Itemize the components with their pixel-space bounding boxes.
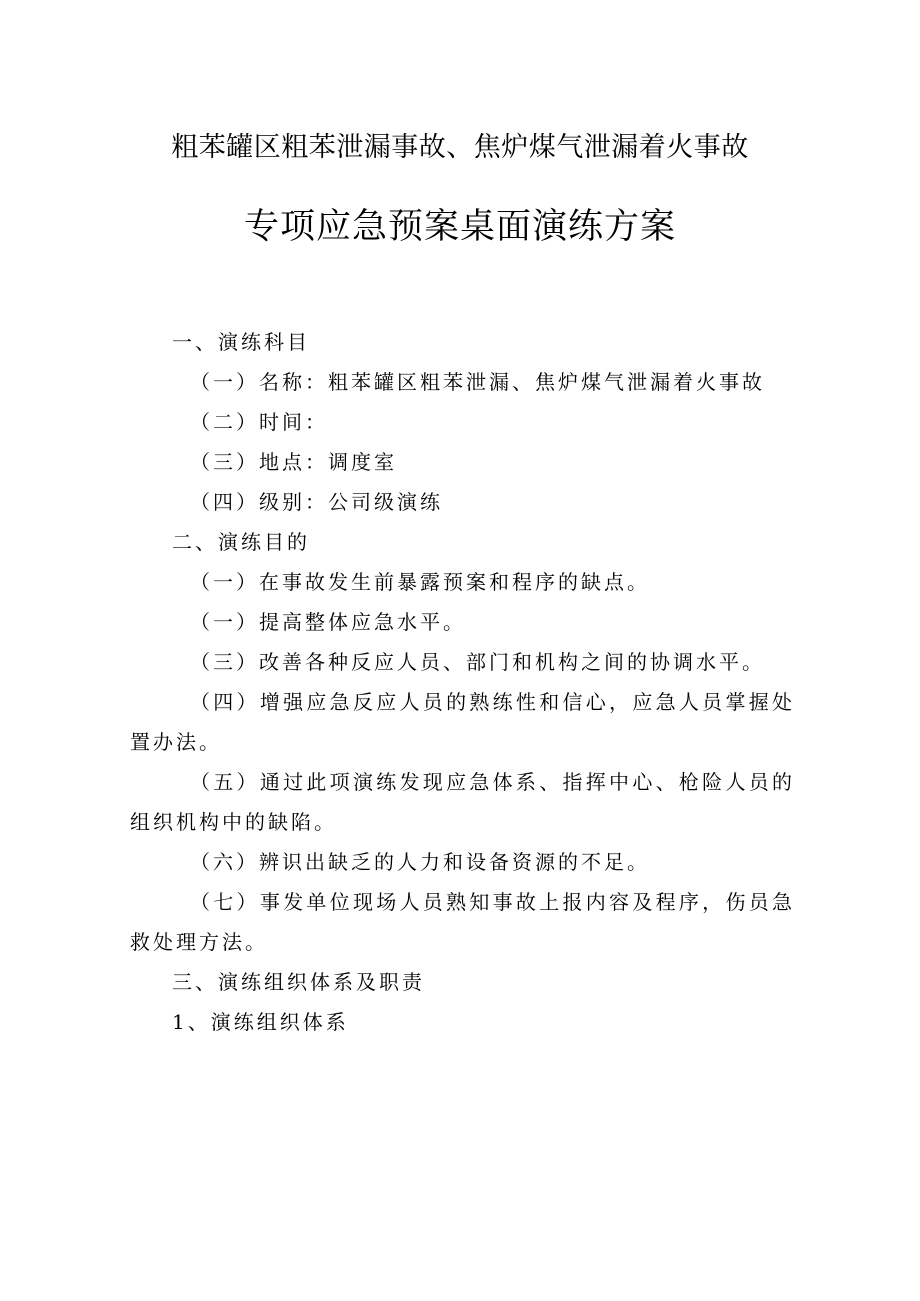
section-item: 1、演练组织体系 — [172, 1010, 349, 1034]
section-item: （六）辨识出缺乏的人力和设备资源的不足。 — [190, 850, 650, 874]
section-heading: 一、演练科目 — [172, 330, 310, 354]
section-item: （二）时间： — [190, 410, 328, 434]
document-title-line1: 粗苯罐区粗苯泄漏事故、焦炉煤气泄漏着火事故 — [171, 132, 749, 163]
section-item: （一）在事故发生前暴露预案和程序的缺点。 — [190, 570, 650, 594]
section-item: （五）通过此项演练发现应急体系、指挥中心、枪险人员的组织机构中的缺陷。 — [130, 770, 795, 834]
section-item: （七）事发单位现场人员熟知事故上报内容及程序，伤员急救处理方法。 — [130, 890, 795, 954]
section-item: （四）增强应急反应人员的熟练性和信心，应急人员掌握处置办法。 — [130, 690, 795, 754]
section-item: （三）改善各种反应人员、部门和机构之间的协调水平。 — [190, 650, 765, 674]
document-title-line2: 专项应急预案桌面演练方案 — [243, 207, 676, 247]
section-item: （三）地点：调度室 — [190, 450, 397, 474]
document-body — [130, 322, 795, 1042]
section-item: （四）级别：公司级演练 — [190, 490, 443, 514]
section-heading: 三、演练组织体系及职责 — [172, 970, 425, 994]
section-item: （一）名称：粗苯罐区粗苯泄漏、焦炉煤气泄漏着火事故 — [190, 370, 765, 394]
section-item: （一）提高整体应急水平。 — [190, 610, 466, 634]
section-heading: 二、演练目的 — [172, 530, 310, 554]
